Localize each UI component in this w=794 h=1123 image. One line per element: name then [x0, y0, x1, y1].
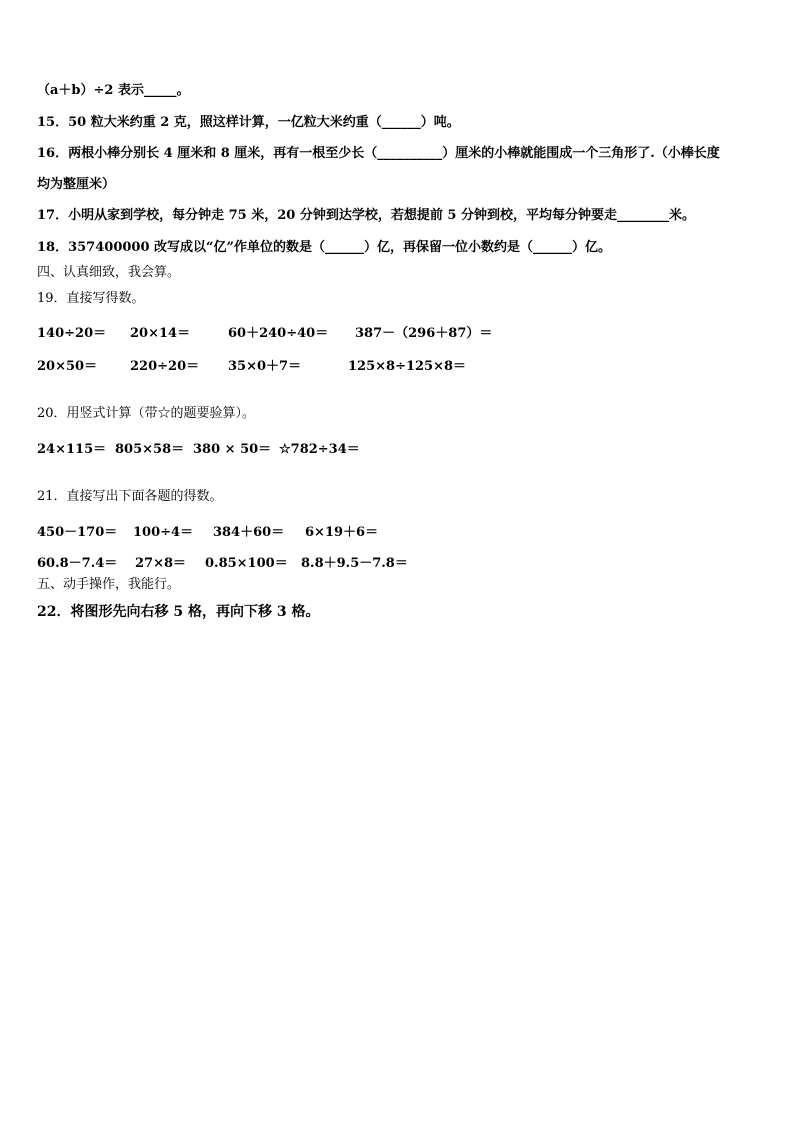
- q20-item: 805×58＝: [115, 442, 185, 457]
- question-21: 21．直接写出下面各题的得数。: [37, 489, 223, 504]
- question-22: 22．将图形先向右移 5 格，再向下移 3 格。: [37, 604, 320, 620]
- section-4-heading: 四、认真细致，我会算。: [37, 265, 181, 280]
- question-18: 18．357400000 改写成以“亿”作单位的数是（______）亿，再保留一位小数约是（______）亿。: [37, 240, 611, 255]
- question-17: 17．小明从家到学校，每分钟走 75 米，20 分钟到达学校，若想提前 5 分钟到校，平均每分钟要走________米。: [37, 208, 695, 223]
- q20-item: 24×115＝: [37, 442, 107, 457]
- q21-item: 100÷4＝: [133, 525, 194, 540]
- q21-item: 6×19＋6＝: [305, 525, 379, 540]
- q19-item: 35×0＋7＝: [228, 359, 302, 374]
- q21-item: 384＋60＝: [213, 525, 285, 540]
- question-16-line-1: 16．两根小棒分别长 4 厘米和 8 厘米，再有一根至少长（__________）厘米的小棒就能围成一个三角形了.（小棒长度: [37, 146, 720, 161]
- question-20: 20．用竖式计算（带☆的题要验算）。: [37, 406, 256, 421]
- question-16-line-2: 均为整厘米）: [37, 177, 116, 192]
- q21-item: 0.85×100＝: [205, 556, 288, 571]
- q21-item: 27×8＝: [135, 556, 187, 571]
- q21-item: 60.8－7.4＝: [37, 556, 118, 571]
- q20-item: 380 × 50＝: [193, 442, 272, 457]
- section-5-heading: 五、动手操作，我能行。: [37, 577, 181, 592]
- q20-item: ☆782÷34＝: [279, 442, 360, 457]
- q19-item: 60＋240÷40＝: [228, 326, 329, 341]
- q19-item: 20×14＝: [130, 326, 191, 341]
- q19-item: 20×50＝: [37, 359, 98, 374]
- question-15: 15．50 粒大米约重 2 克，照这样计算，一亿粒大米约重（______）吨。: [37, 115, 460, 130]
- q19-item: 125×8÷125×8＝: [348, 359, 467, 374]
- question-19: 19．直接写得数。: [37, 291, 145, 306]
- q19-item: 220÷20＝: [130, 359, 200, 374]
- q21-item: 8.8＋9.5－7.8＝: [301, 556, 408, 571]
- q19-item: 387－（296＋87）＝: [355, 326, 493, 341]
- question-tail-text: （a＋b）÷2 表示_____。: [37, 83, 190, 98]
- q21-item: 450－170＝: [37, 525, 118, 540]
- q19-item: 140÷20＝: [37, 326, 107, 341]
